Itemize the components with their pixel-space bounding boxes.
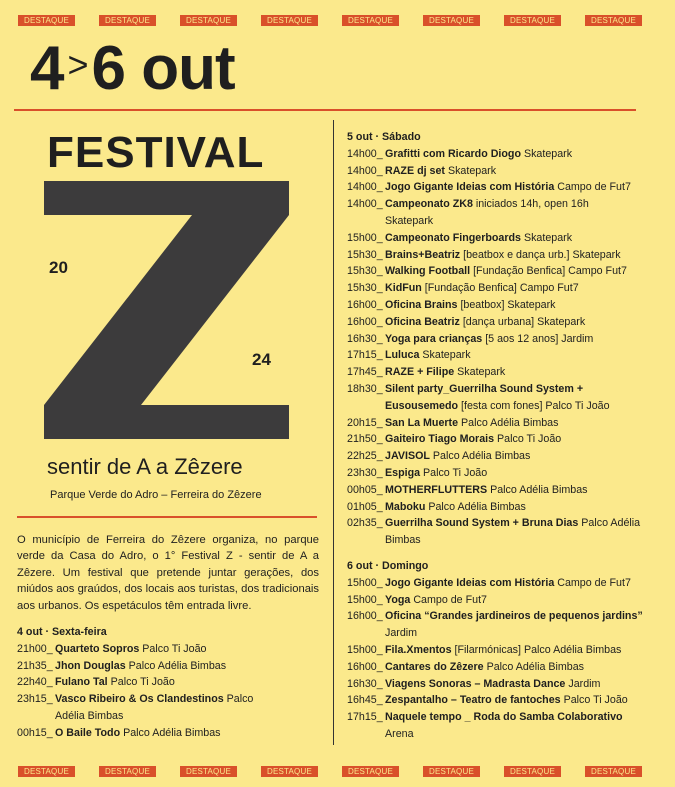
- event-name: O Baile Todo: [55, 726, 121, 739]
- list-item: [347, 709, 652, 743]
- event-time: 16h00_: [347, 315, 383, 328]
- event-name: Zespantalho – Teatro de fantoches: [385, 694, 561, 707]
- event-name: Brains+Beatriz: [385, 248, 461, 261]
- event-time: 23h30_: [347, 466, 383, 479]
- event-name: Fulano Tal: [55, 676, 108, 689]
- destaque-tag: DESTAQUE: [504, 766, 561, 777]
- schedule-saturday: [347, 129, 652, 549]
- event-name: Oficina Brains: [385, 298, 458, 311]
- list-item: [17, 691, 322, 725]
- event-time: 00h05_: [347, 483, 383, 496]
- event-place: Palco Adélia Bimbas: [385, 517, 641, 547]
- event-time: 02h35_: [347, 517, 383, 530]
- intro-text: O município de Ferreira do Zêzere organiza, no parque verde da Casa do Adro, o 1° Festival Z - sentir de A a Zêzere. Um festival que pretende juntar gerações, dos miúdos aos graúdos, dos locais aos turistas, dos tradicionais aos urbanos. Os espetáculos têm entrada livre.: [17, 534, 319, 612]
- list-item: [347, 659, 652, 676]
- event-name: Fila.Xmentos: [385, 643, 452, 656]
- list-item: [347, 247, 652, 264]
- logo-title: FESTIVAL: [47, 128, 265, 177]
- event-place: [beatbox] Skatepark: [457, 298, 556, 311]
- list-item: [17, 674, 322, 691]
- destaque-tag: DESTAQUE: [585, 15, 642, 26]
- event-time: 01h05_: [347, 500, 383, 513]
- event-name: Vasco Ribeiro & Os Clandestinos: [55, 693, 224, 706]
- event-name: Yoga para crianças: [385, 332, 483, 345]
- destaque-tag: DESTAQUE: [99, 15, 156, 26]
- event-place: Palco Ti João: [560, 694, 628, 707]
- list-item: [347, 415, 652, 432]
- event-name: Gaiteiro Tiago Morais: [385, 433, 495, 446]
- event-name: Jhon Douglas: [55, 659, 126, 672]
- list-item: [347, 592, 652, 609]
- list-item: [347, 575, 652, 592]
- list-item: [347, 431, 652, 448]
- event-place: Palco Adélia Bimbas: [487, 483, 588, 496]
- list-item: [347, 608, 652, 642]
- list-item: [347, 499, 652, 516]
- event-place: [5 aos 12 anos] Jardim: [482, 332, 594, 345]
- event-place: Palco Adélia Bimbas: [483, 660, 585, 673]
- list-item: [347, 448, 652, 465]
- divider-mid: [17, 516, 317, 518]
- event-name: Walking Football: [385, 265, 471, 278]
- event-name: Oficina Beatriz: [385, 315, 460, 328]
- list-item: [347, 314, 652, 331]
- event-name: Jogo Gigante Ideias com História: [385, 181, 555, 194]
- event-place: Skatepark: [520, 147, 573, 160]
- event-name: Luluca: [385, 349, 420, 362]
- event-name: Silent party_Guerrilha Sound System + Eusousemedo: [385, 382, 584, 412]
- destaque-tag: DESTAQUE: [261, 15, 318, 26]
- logo-year-left: 20: [49, 258, 68, 277]
- event-place: Palco Ti João: [107, 676, 175, 689]
- list-item: [347, 230, 652, 247]
- start-day: 4: [30, 34, 64, 103]
- event-place: Palco Adélia Bimbas: [458, 416, 559, 429]
- event-name: Naquele tempo _ Roda do Samba Colaborativo: [385, 711, 623, 724]
- event-name: RAZE + Filipe: [385, 366, 455, 379]
- list-item: [347, 364, 652, 381]
- destaque-tag: DESTAQUE: [180, 766, 237, 777]
- event-time: 17h45_: [347, 366, 383, 379]
- destaque-tag: DESTAQUE: [99, 766, 156, 777]
- event-place: Jardim: [385, 627, 418, 640]
- event-place: Palco Adélia Bimbas: [429, 450, 531, 463]
- top-tag-row: [0, 15, 675, 27]
- event-place: Skatepark: [419, 349, 471, 362]
- event-name: JAVISOL: [385, 450, 430, 463]
- event-place: Skatepark: [444, 164, 497, 177]
- event-time: 16h45_: [347, 694, 383, 707]
- list-item: [347, 331, 652, 348]
- event-place: [Fundação Benfica] Campo Fut7: [421, 282, 579, 295]
- destaque-tag: DESTAQUE: [504, 15, 561, 26]
- event-name: Quarteto Sopros: [55, 642, 140, 655]
- list-item: [347, 163, 652, 180]
- destaque-tag: DESTAQUE: [342, 15, 399, 26]
- event-place: Jardim: [565, 677, 601, 690]
- list-item: [17, 725, 322, 742]
- end-date: 6 out: [91, 34, 235, 103]
- event-place: Palco Ti João: [494, 433, 562, 446]
- list-item: [347, 465, 652, 482]
- event-name: Cantares do Zêzere: [385, 660, 484, 673]
- festival-dates: [30, 34, 235, 103]
- schedule-friday: [17, 624, 322, 742]
- event-place: [Fundação Benfica] Campo Fut7: [470, 265, 627, 278]
- event-place: Skatepark: [454, 366, 506, 379]
- event-place: Skatepark: [520, 231, 573, 244]
- event-time: 15h30_: [347, 265, 383, 278]
- list-item: [347, 297, 652, 314]
- logo-year-right: 24: [252, 350, 271, 369]
- event-time: 15h00_: [347, 576, 383, 589]
- logo-z-icon: [44, 181, 289, 439]
- list-item: [347, 179, 652, 196]
- event-time: 18h30_: [347, 382, 383, 395]
- day-heading: 5 out · Sábado: [347, 131, 421, 143]
- day-heading: 6 out · Domingo: [347, 560, 429, 572]
- event-place: Palco Adélia Bimbas: [125, 659, 227, 672]
- event-place: [festa com fones] Palco Ti João: [458, 399, 610, 412]
- event-place: Palco Adélia Bimbas: [55, 693, 254, 722]
- list-item: [347, 676, 652, 693]
- destaque-tag: DESTAQUE: [585, 766, 642, 777]
- event-time: 15h00_: [347, 593, 383, 606]
- event-name: Viagens Sonoras – Madrasta Dance: [385, 677, 566, 690]
- event-time: 16h00_: [347, 660, 383, 673]
- event-time: 14h00_: [347, 164, 383, 177]
- event-time: 14h00_: [347, 198, 383, 211]
- event-name: Maboku: [385, 500, 426, 513]
- event-time: 15h00_: [347, 643, 383, 656]
- event-place: [dança urbana] Skatepark: [459, 315, 586, 328]
- event-time: 15h30_: [347, 282, 383, 295]
- event-time: 21h00_: [17, 642, 53, 655]
- event-place: [Filarmónicas] Palco Adélia Bimbas: [451, 643, 622, 656]
- event-time: 16h00_: [347, 298, 383, 311]
- tagline: sentir de A a Zêzere: [47, 454, 243, 479]
- event-time: 22h40_: [17, 676, 53, 689]
- destaque-tag: DESTAQUE: [342, 766, 399, 777]
- list-item: [347, 196, 652, 230]
- divider-top: [14, 109, 636, 111]
- list-item: [347, 280, 652, 297]
- event-time: 16h30_: [347, 332, 383, 345]
- event-time: 17h15_: [347, 349, 383, 362]
- event-time: 15h30_: [347, 248, 383, 261]
- column-divider: [333, 120, 334, 745]
- bottom-tag-row: [0, 766, 675, 778]
- list-item: [347, 692, 652, 709]
- event-name: San La Muerte: [385, 416, 459, 429]
- destaque-tag: DESTAQUE: [18, 15, 75, 26]
- event-place: Campo de Fut7: [554, 181, 631, 194]
- list-item: [17, 641, 322, 658]
- event-name: RAZE dj set: [385, 164, 445, 177]
- list-item: [347, 381, 652, 415]
- event-place: Campo de Fut7: [410, 593, 487, 606]
- event-time: 15h00_: [347, 231, 383, 244]
- event-time: 00h15_: [17, 726, 53, 739]
- event-place: iniciados 14h, open 16h Skatepark: [385, 198, 589, 227]
- schedule-sunday: [347, 558, 652, 743]
- event-time: 21h50_: [347, 433, 383, 446]
- event-place: Arena: [385, 727, 414, 740]
- destaque-tag: DESTAQUE: [261, 766, 318, 777]
- destaque-tag: DESTAQUE: [423, 15, 480, 26]
- event-time: 14h00_: [347, 147, 383, 160]
- list-item: [347, 263, 652, 280]
- event-name: Campeonato ZK8: [385, 198, 473, 211]
- event-name: MOTHERFLUTTERS: [385, 483, 488, 496]
- event-place: Palco Adélia Bimbas: [120, 726, 221, 739]
- event-place: Campo de Fut7: [554, 576, 631, 589]
- venue: Parque Verde do Adro – Ferreira do Zêzere: [50, 489, 262, 501]
- event-place: Palco Ti João: [139, 642, 207, 655]
- event-place: Palco Adélia Bimbas: [425, 500, 526, 513]
- event-name: Grafitti com Ricardo Diogo: [385, 147, 521, 160]
- event-time: 16h30_: [347, 677, 383, 690]
- event-name: Oficina “Grandes jardineiros de pequenos jardins”: [385, 610, 643, 623]
- event-name: Jogo Gigante Ideias com História: [385, 576, 555, 589]
- destaque-tag: DESTAQUE: [18, 766, 75, 777]
- event-time: 22h25_: [347, 450, 383, 463]
- list-item: [347, 642, 652, 659]
- destaque-tag: DESTAQUE: [180, 15, 237, 26]
- event-place: [beatbox e dança urb.] Skatepark: [460, 248, 621, 261]
- destaque-tag: DESTAQUE: [423, 766, 480, 777]
- list-item: [347, 347, 652, 364]
- list-item: [347, 515, 652, 549]
- event-name: Campeonato Fingerboards: [385, 231, 521, 244]
- event-name: Espiga: [385, 466, 421, 479]
- day-heading: 4 out · Sexta-feira: [17, 626, 107, 638]
- event-time: 21h35_: [17, 659, 53, 672]
- list-item: [17, 658, 322, 675]
- event-name: KidFun: [385, 282, 422, 295]
- list-item: [347, 146, 652, 163]
- event-name: Guerrilha Sound System + Bruna Dias: [385, 517, 579, 530]
- event-time: 17h15_: [347, 711, 383, 724]
- event-name: Yoga: [385, 593, 411, 606]
- event-time: 23h15_: [17, 693, 53, 706]
- event-time: 16h00_: [347, 610, 383, 623]
- date-separator: >: [67, 44, 88, 85]
- event-place: Palco Ti João: [420, 466, 488, 479]
- event-time: 20h15_: [347, 416, 383, 429]
- list-item: [347, 482, 652, 499]
- event-time: 14h00_: [347, 181, 383, 194]
